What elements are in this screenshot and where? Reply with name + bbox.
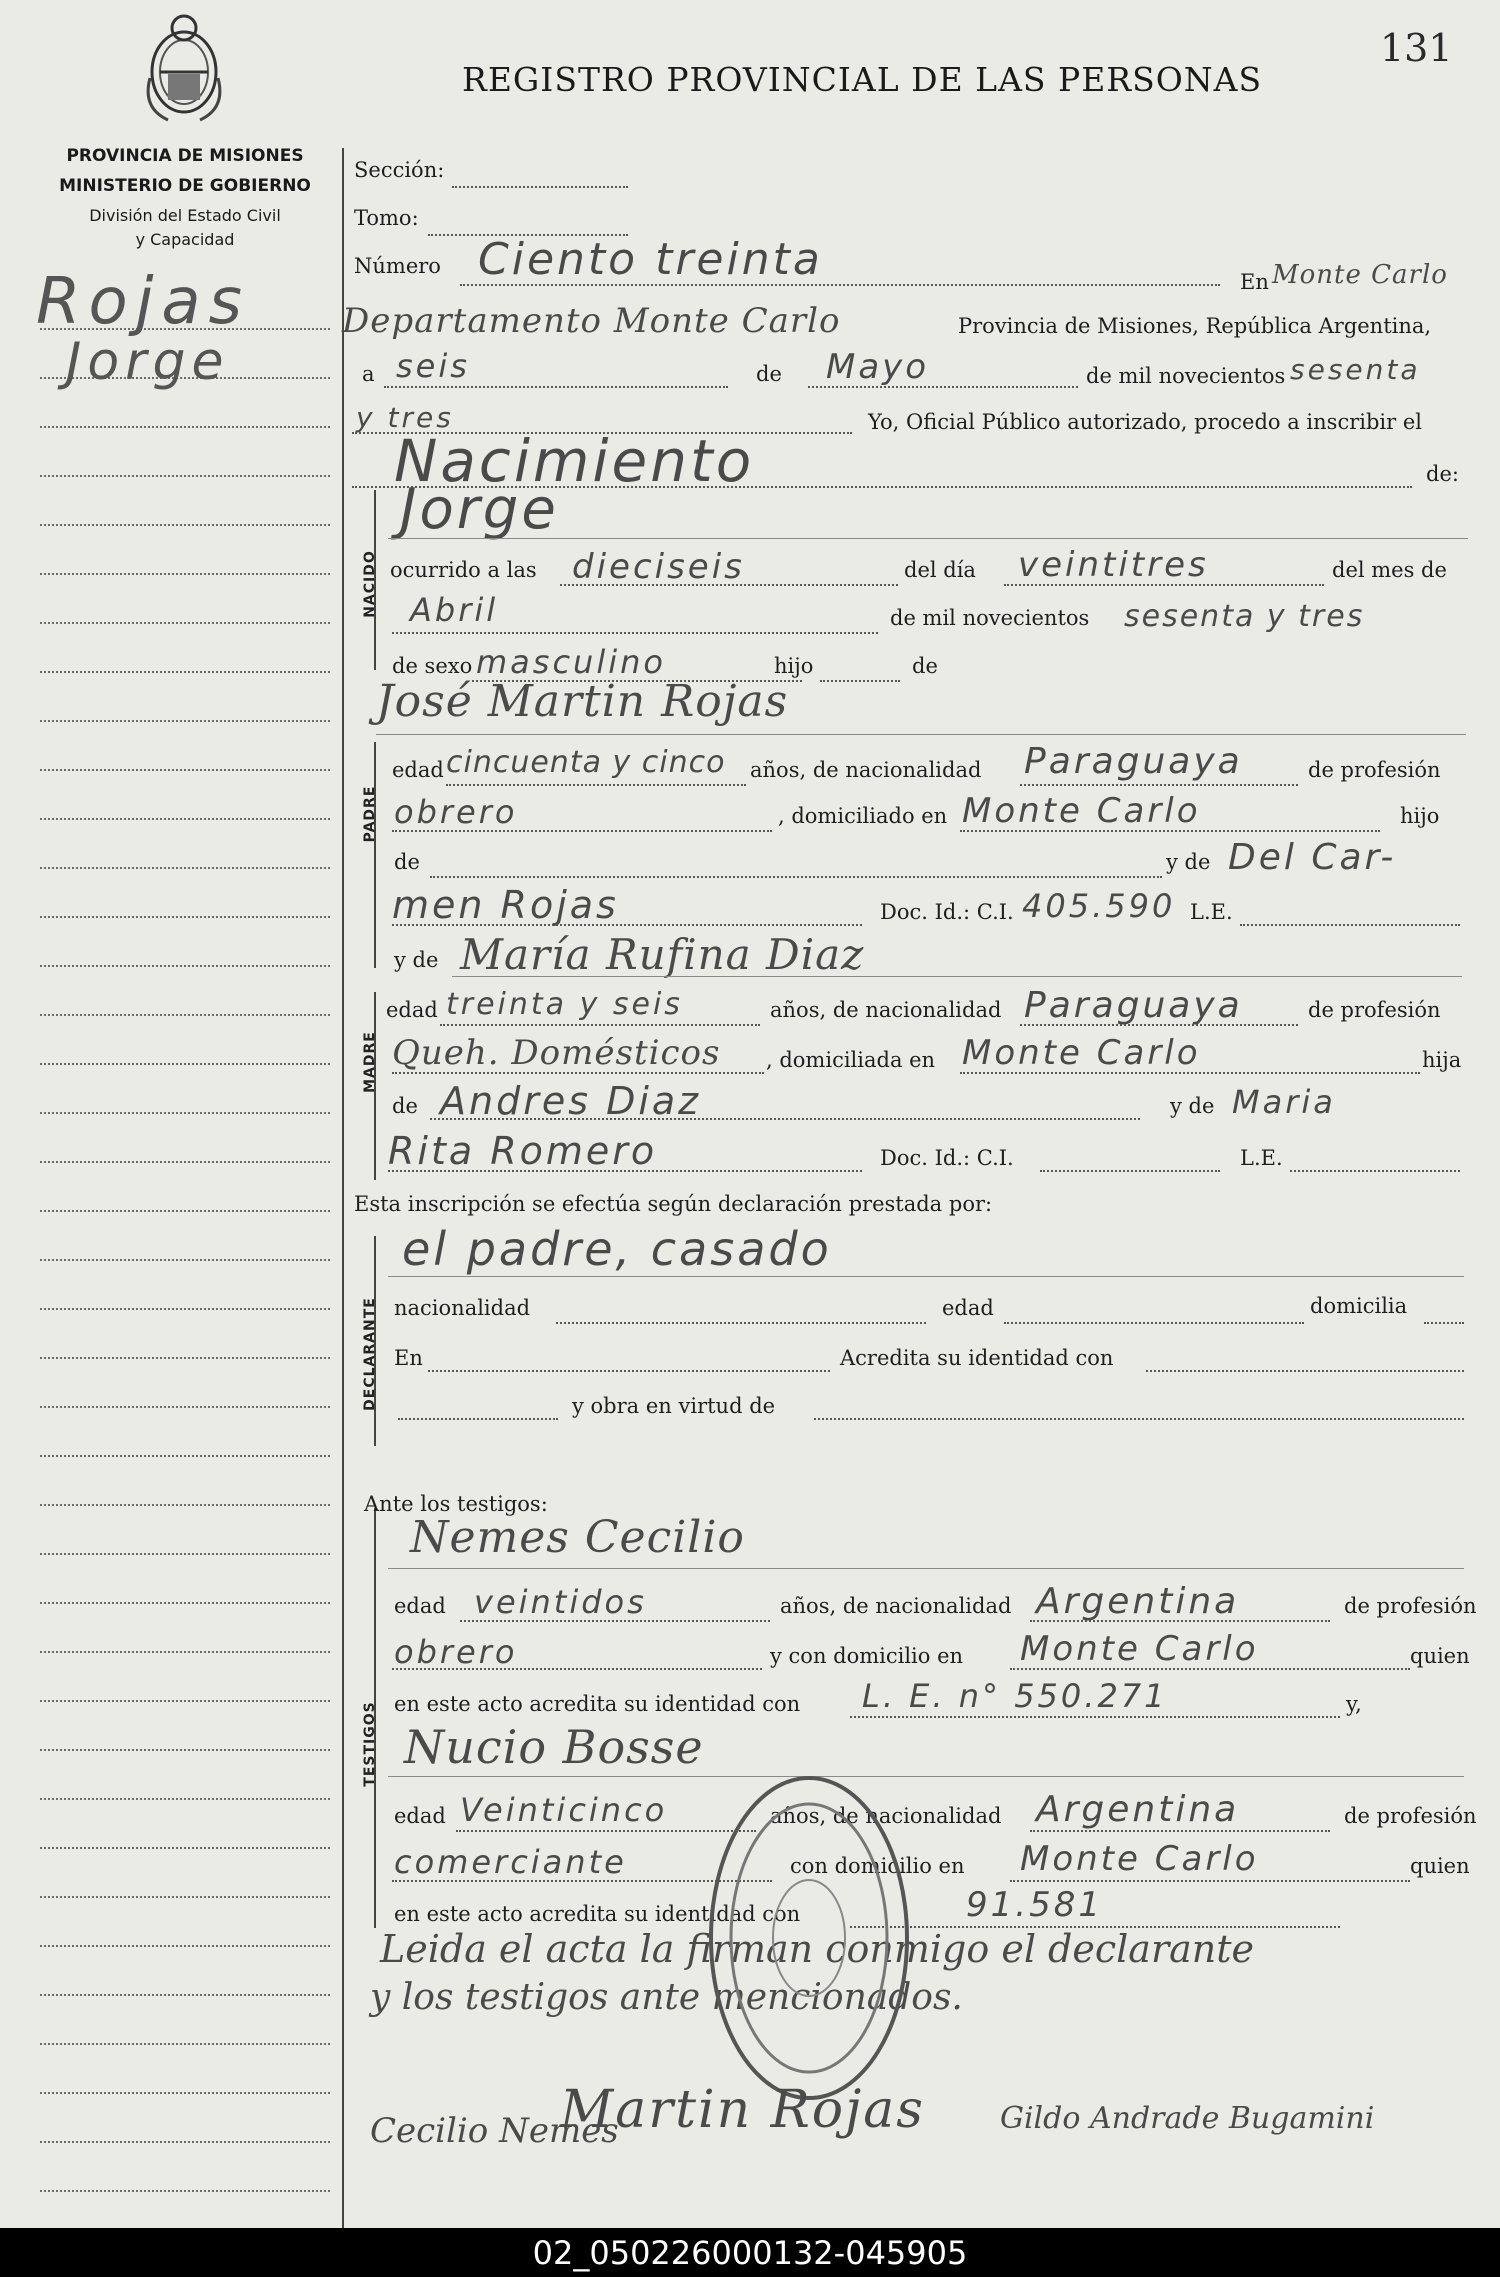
label-t1-este-acto: en este acto acredita su identidad con [394, 1692, 801, 1716]
label-hijo: hijo [774, 654, 814, 678]
madre-dom-line [960, 1072, 1420, 1074]
margin-ruled-line [40, 1406, 330, 1408]
padre-nac-line [1020, 784, 1298, 786]
official-seal-icon [704, 1768, 914, 2108]
coat-of-arms-icon [138, 8, 230, 128]
value-en: Monte Carlo [1272, 260, 1448, 290]
testigo-1-line [388, 1568, 1464, 1569]
margin-ruled-line [40, 1553, 330, 1555]
value-nombre: Jorge [400, 477, 559, 542]
label-t1-prof: de profesión [1344, 1594, 1477, 1618]
value-anio-2: y tres [356, 401, 454, 434]
closing-line-1: Leida el acta la firman conmigo el declarante [380, 1927, 1255, 1971]
label-de-hijo: de [912, 654, 938, 678]
margin-ruled-line [40, 524, 330, 526]
label-ocurrido: ocurrido a las [390, 558, 537, 582]
madre-padre-de-line [430, 1118, 1140, 1120]
label-ante-testigos: Ante los testigos: [364, 1492, 548, 1516]
testigo-2-profesion: comerciante [394, 1843, 627, 1881]
margin-ruled-line [40, 2141, 330, 2143]
footer-code: 02_050226000132-045905 [532, 2234, 968, 2272]
dec-nac-line [556, 1322, 926, 1324]
madre-madre-de-1: Maria [1232, 1083, 1336, 1121]
madre-nacionalidad: Paraguaya [1024, 985, 1243, 1026]
padre-prof-line [392, 830, 772, 832]
madre-doc-line [1040, 1170, 1220, 1172]
dec-acredita-line [1146, 1370, 1464, 1372]
padre-edad-line [446, 784, 746, 786]
label-madre-edad: edad [386, 998, 438, 1022]
label-padre-nac: años, de nacionalidad [750, 758, 982, 782]
nombre-line [388, 538, 1468, 539]
madre-padre-de: Andres Diaz [440, 1079, 702, 1123]
madre-le-line [1290, 1170, 1460, 1172]
value-anio-nac: sesenta y tres [1124, 599, 1365, 634]
label-t2-quien: quien [1410, 1854, 1470, 1878]
margin-ruled-line [40, 965, 330, 967]
testigo-2-nacionalidad: Argentina [1036, 1789, 1240, 1830]
label-t1-dom: y con domicilio en [770, 1644, 964, 1668]
dia-nac-line [1004, 584, 1324, 586]
testigo-1-documento: L. E. n° 550.271 [862, 1677, 1168, 1715]
testigo-2-edad: Veinticinco [460, 1791, 668, 1829]
dec-edad-line [1004, 1322, 1304, 1324]
label-t2-edad: edad [394, 1804, 446, 1828]
side-label-nacido: NACIDO [362, 550, 378, 618]
signature-2: Martin Rojas [560, 2080, 925, 2140]
label-padre-dom: , domiciliado en [778, 804, 948, 828]
signature-3: Gildo Andrade Bugamini [1000, 2101, 1375, 2136]
value-dia-nac: veintitres [1018, 545, 1209, 585]
label-madre-dom: , domiciliada en [766, 1048, 936, 1072]
document-title: REGISTRO PROVINCIAL DE LAS PERSONAS [462, 60, 1263, 99]
value-sexo: masculino [476, 643, 666, 681]
t2-nac-line [1030, 1830, 1330, 1832]
dec-en-line [428, 1370, 830, 1372]
madre-madre-de-2: Rita Romero [388, 1129, 658, 1173]
label-padre-edad: edad [392, 758, 444, 782]
value-departamento: Departamento Monte Carlo [342, 301, 841, 341]
padre-profesion: obrero [394, 793, 518, 831]
margin-ruled-line [40, 1994, 330, 1996]
value-mes: Mayo [826, 347, 930, 387]
value-dia: seis [396, 347, 470, 385]
madre-domicilio: Monte Carlo [962, 1033, 1201, 1073]
numero-line [460, 284, 1220, 286]
label-dec-obra: y obra en virtud de [572, 1394, 776, 1418]
padre-nombre: José Martin Rojas [376, 676, 789, 727]
label-t2-este-acto: en este acto acredita su identidad con [394, 1902, 801, 1926]
hora-line [560, 584, 898, 586]
madre-profesion: Queh. Domésticos [392, 1033, 721, 1073]
t1-doc-line [850, 1716, 1340, 1718]
label-padre-doc: Doc. Id.: C.I. [880, 900, 1014, 924]
value-numero: Ciento treinta [478, 234, 823, 285]
page-number: 131 [1380, 26, 1453, 70]
padre-madre-de-1: Del Car- [1228, 837, 1397, 878]
label-dec-nacionalidad: nacionalidad [394, 1296, 531, 1320]
madre-nac-line [1020, 1024, 1298, 1026]
padre-madre-de-2: men Rojas [392, 883, 619, 927]
margin-surname: Rojas [36, 265, 250, 339]
margin-ruled-line [40, 1504, 330, 1506]
label-padre-le: L.E. [1190, 900, 1233, 924]
label-de-mil-nov: de mil novecientos [890, 606, 1090, 630]
label-de-sexo: de sexo [392, 654, 473, 678]
label-seccion: Sección: [354, 158, 445, 182]
margin-ruled-line [40, 1014, 330, 1016]
label-padre-de: de [394, 850, 420, 874]
margin-ruled-line [40, 1357, 330, 1359]
margin-ruled-line [40, 818, 330, 820]
label-esta-inscripcion: Esta inscripción se efectúa según declaración prestada por: [354, 1192, 993, 1216]
label-dec-edad: edad [942, 1296, 994, 1320]
label-madre-y-de: y de [394, 948, 439, 972]
label-del-mes: del mes de [1332, 558, 1447, 582]
label-t2-dom: con domicilio en [790, 1854, 965, 1878]
padre-madre-de-line [392, 924, 862, 926]
testigo-2-line [388, 1776, 1464, 1777]
label-t1-edad: edad [394, 1594, 446, 1618]
label-t1-nac: años, de nacionalidad [780, 1594, 1012, 1618]
margin-ruled-line [40, 2190, 330, 2192]
seccion-line [452, 186, 628, 188]
label-dec-domicilia: domicilia [1310, 1294, 1408, 1318]
side-label-madre: MADRE [362, 1031, 378, 1093]
label-padre-y-de: y de [1166, 850, 1211, 874]
label-t1-quien: quien [1410, 1644, 1470, 1668]
margin-ruled-line [40, 1455, 330, 1457]
margin-given-name: Jorge [66, 332, 230, 392]
margin-ruled-line [40, 1602, 330, 1604]
dia-line [384, 386, 728, 388]
margin-ruled-line [40, 2092, 330, 2094]
margin-ruled-line [40, 1798, 330, 1800]
province-name: PROVINCIA DE MISIONES [66, 146, 304, 166]
testigo-2-nombre: Nucio Bosse [404, 1720, 704, 1774]
madre-madre-de-line [388, 1170, 862, 1172]
padre-nacionalidad: Paraguaya [1024, 741, 1243, 782]
label-yo-oficial: Yo, Oficial Público autorizado, procedo a inscribir el [868, 410, 1422, 434]
testigo-1-nombre: Nemes Cecilio [410, 1512, 745, 1563]
dec-dom-line [1424, 1322, 1464, 1324]
madre-prof-line [392, 1072, 764, 1074]
margin-ruled-line [40, 573, 330, 575]
label-numero: Número [354, 254, 441, 278]
margin-ruled-line [40, 475, 330, 477]
value-hora: dieciseis [572, 547, 745, 587]
margin-ruled-line [40, 1308, 330, 1310]
margin-ruled-line [40, 1259, 330, 1261]
padre-le-line [1240, 924, 1460, 926]
t1-edad-line [460, 1620, 770, 1622]
hijo-line [820, 680, 900, 682]
value-mes-nac: Abril [410, 591, 499, 629]
margin-ruled-line [40, 1896, 330, 1898]
margin-ruled-line [40, 2043, 330, 2045]
margin-ruled-line [40, 916, 330, 918]
margin-ruled-line [40, 1847, 330, 1849]
label-padre-hijo: hijo [1400, 804, 1440, 828]
side-label-padre: PADRE [362, 785, 378, 843]
label-dec-acredita: Acredita su identidad con [840, 1346, 1114, 1370]
label-de-mil: de mil novecientos [1086, 364, 1286, 388]
padre-de-line [430, 876, 1162, 878]
margin-ruled-line [40, 1945, 330, 1947]
margin-ruled-line [40, 769, 330, 771]
margin-ruled-line [40, 1651, 330, 1653]
ministry-name: MINISTERIO DE GOBIERNO [59, 176, 311, 196]
margin-ruled-line [40, 720, 330, 722]
label-de-mes: de [756, 362, 782, 386]
padre-nombre-line [376, 734, 1466, 735]
label-dec-en: En [394, 1346, 423, 1370]
closing-line-2: y los testigos ante mencionados. [370, 1977, 963, 2018]
margin-ruled-line [40, 867, 330, 869]
value-acto: Nacimiento [394, 427, 755, 495]
testigo-2-domicilio: Monte Carlo [1020, 1839, 1259, 1879]
side-label-testigos: TESTIGOS [362, 1701, 378, 1787]
label-tomo: Tomo: [354, 206, 419, 230]
label-padre-prof: de profesión [1308, 758, 1441, 782]
mes-line [808, 386, 1078, 388]
testigo-1-profesion: obrero [394, 1633, 518, 1671]
label-madre-doc: Doc. Id.: C.I. [880, 1146, 1014, 1170]
padre-edad: cincuenta y cinco [446, 745, 726, 780]
mes-nac-line [392, 632, 878, 634]
division-name: División del Estado Civil [89, 206, 281, 225]
label-madre-nac: años, de nacionalidad [770, 998, 1002, 1022]
t2-dom-line [1010, 1880, 1410, 1882]
margin-divider [342, 148, 344, 2228]
capacity-name: y Capacidad [135, 230, 235, 249]
label-a: a [362, 362, 375, 386]
label-madre-prof: de profesión [1308, 998, 1441, 1022]
margin-ruled-line [40, 1161, 330, 1163]
dec-obra-line [814, 1418, 1464, 1420]
label-madre-y-de-2: y de [1170, 1094, 1215, 1118]
label-provincia: Provincia de Misiones, República Argentina, [958, 314, 1432, 338]
label-t2-nac: años, de nacionalidad [770, 1804, 1002, 1828]
signature-1: Cecilio Nemes [370, 2111, 619, 2151]
margin-ruled-line [40, 1749, 330, 1751]
padre-dom-line [960, 830, 1380, 832]
label-madre-de: de [392, 1094, 418, 1118]
madre-edad: treinta y seis [446, 987, 683, 1022]
label-del-dia: del día [904, 558, 976, 582]
margin-ruled-line [40, 622, 330, 624]
testigo-1-domicilio: Monte Carlo [1020, 1629, 1259, 1669]
madre-nombre-line [452, 976, 1462, 977]
label-t1-y: y, [1346, 1692, 1362, 1716]
label-t2-prof: de profesión [1344, 1804, 1477, 1828]
value-anio-1: sesenta [1290, 353, 1421, 386]
margin-ruled-line [40, 671, 330, 673]
margin-ruled-line [40, 1700, 330, 1702]
madre-edad-line [440, 1024, 760, 1026]
label-madre-hija: hija [1422, 1048, 1462, 1072]
label-de-colon: de: [1426, 462, 1459, 486]
testigo-1-nacionalidad: Argentina [1036, 1581, 1240, 1622]
t1-nac-line [1030, 1620, 1330, 1622]
padre-domicilio: Monte Carlo [962, 791, 1201, 831]
testigo-2-documento: 91.581 [966, 1885, 1103, 1925]
dec-pre-obra-line [398, 1418, 558, 1420]
t1-prof-line [392, 1668, 762, 1670]
declarante-nombre: el padre, casado [402, 1222, 832, 1276]
testigo-1-edad: veintidos [474, 1583, 647, 1621]
label-en: En [1240, 270, 1269, 294]
madre-nombre: María Rufina Diaz [460, 930, 865, 979]
padre-doc-ci: 405.590 [1022, 887, 1176, 925]
declarante-line [388, 1276, 1464, 1277]
margin-ruled-line [40, 1210, 330, 1212]
margin-ruled-line [40, 1063, 330, 1065]
label-madre-le: L.E. [1240, 1146, 1283, 1170]
t1-dom-line [1010, 1668, 1410, 1670]
side-label-declarante: DECLARANTE [362, 1297, 378, 1411]
margin-ruled-line [40, 1112, 330, 1114]
margin-ruled-line [40, 426, 330, 428]
